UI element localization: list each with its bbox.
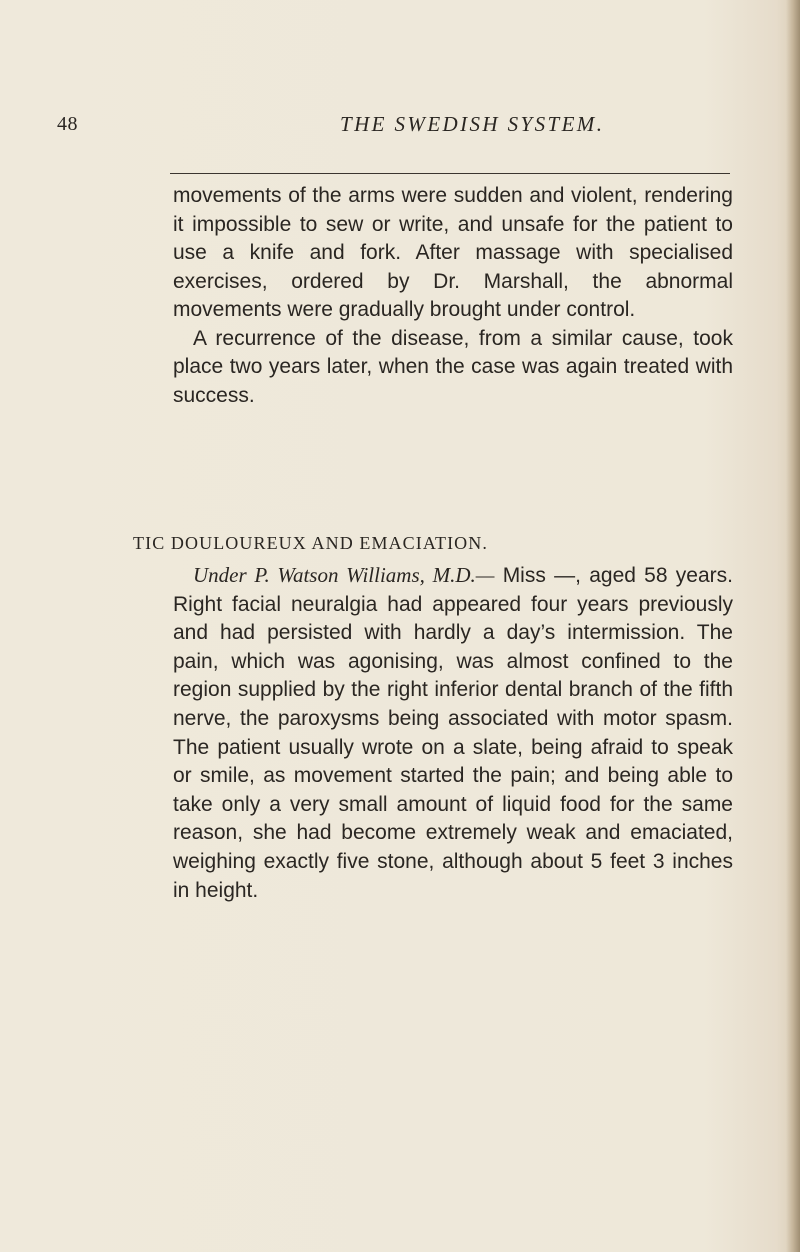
attribution: Under P. Watson Williams, M.D.— (193, 563, 495, 587)
header-rule (170, 173, 730, 174)
case-report (173, 561, 733, 905)
case-body: Miss —, aged 58 years. Right facial neuralgia had appeared four years previously and had persisted with hardly a day’s intermission. The pain, which was agonising, was almost confined to the region supplied by the right inferior dental branch of the fifth nerve, the paroxysms being associated with motor spasm. The patient usually wrote on a slate, being afraid to speak or smile, as movement started the pain; and being able to take only a very small amount of liquid food for the same reason, she had become extremely weak and emaciated, weighing exactly five stone, although about 5 feet 3 inches in height. (173, 564, 733, 902)
paragraph: A recurrence of the disease, from a similar cause, took place two years later, when the case was again treated with success. (173, 326, 733, 407)
page-header (40, 104, 760, 144)
section-heading: TIC DOULOUREUX AND EMACIATION. (133, 533, 488, 553)
case-paragraph (173, 561, 733, 905)
page-number: 48 (57, 113, 78, 135)
paragraph: movements of the arms were sudden and violent, rendering it impossible to sew or write, and unsafe for the patient to use a knife and fork. After massage with specialised exercises, ordered by Dr. Marshall, the abnormal movements were gradually brought under control. (173, 184, 733, 321)
continued-case-text (173, 182, 733, 410)
page-edge-shadow (786, 0, 800, 1252)
running-title: THE SWEDISH SYSTEM. (340, 112, 605, 136)
